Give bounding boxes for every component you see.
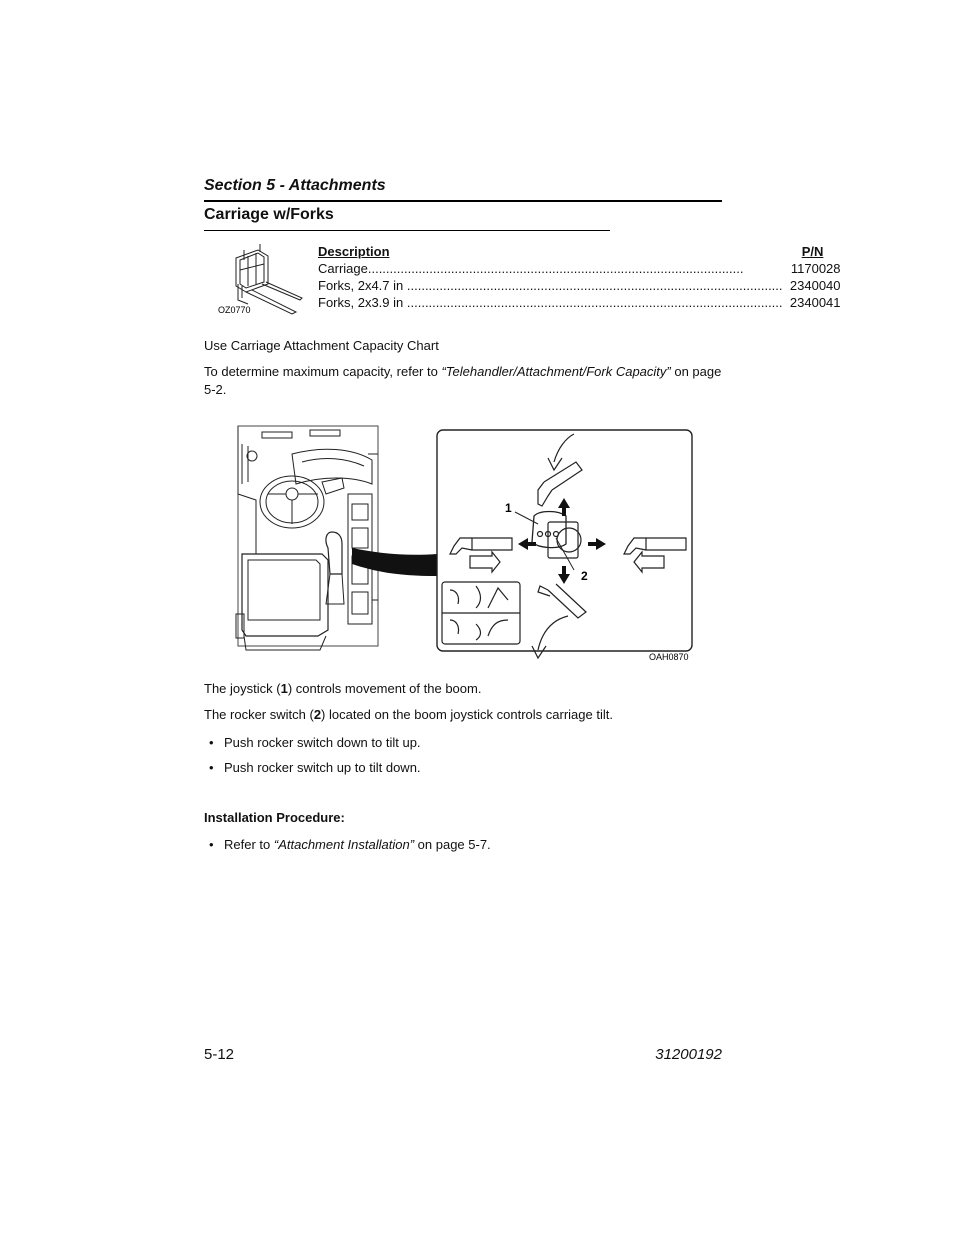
- capacity-chart-note: Use Carriage Attachment Capacity Chart: [204, 338, 439, 353]
- part-number: 1170028: [790, 261, 841, 276]
- part-description: Forks, 2x3.9 in: [318, 295, 404, 310]
- list-item: [209, 735, 421, 750]
- joystick-paragraph: [204, 680, 724, 698]
- joystick-text-suffix: ) controls movement of the boom.: [287, 681, 482, 696]
- callout-1-label: 1: [505, 501, 512, 515]
- reference-prefix: To determine maximum capacity, refer to: [204, 364, 442, 379]
- subsection-rule: [204, 230, 610, 231]
- bullet-text-prefix: Refer to: [224, 837, 274, 852]
- callout-2-label: 2: [581, 569, 588, 583]
- parts-figure-label: OZ0770: [218, 305, 251, 315]
- rocker-text-suffix: ) located on the boom joystick controls carriage tilt.: [321, 707, 613, 722]
- rocker-paragraph: [204, 706, 724, 724]
- pn-header: P/N: [801, 244, 824, 259]
- installation-reference-link: “Attachment Installation”: [273, 837, 415, 852]
- part-number: 2340041: [789, 295, 841, 310]
- leader-dots: ........................................................................................................: [406, 295, 783, 310]
- bullet-text: Push rocker switch down to tilt up.: [224, 735, 421, 750]
- joystick-callout-ref: 1: [280, 681, 288, 696]
- leader-dots: ........................................................................................................: [367, 261, 744, 276]
- leader-dots: ........................................................................................................: [406, 278, 783, 293]
- bullet-icon: •: [209, 760, 214, 775]
- table-row: [318, 276, 841, 293]
- installation-title: Installation Procedure:: [204, 810, 345, 825]
- header-rule: [204, 200, 722, 202]
- bullet-text-suffix: on page 5-7.: [414, 837, 491, 852]
- bullet-text: Push rocker switch up to tilt down.: [224, 760, 421, 775]
- list-item: [209, 837, 491, 852]
- joystick-figure-label: OAH0870: [649, 652, 689, 662]
- capacity-reference-link: “Telehandler/Attachment/Fork Capacity”: [441, 364, 671, 379]
- rocker-text-prefix: The rocker switch (: [204, 707, 314, 722]
- table-header-row: [318, 242, 841, 259]
- page-number: 5-12: [204, 1046, 235, 1063]
- reference-suffix: on page 5-2.: [204, 364, 722, 397]
- joystick-illustration: [232, 424, 694, 666]
- list-item: [209, 760, 421, 775]
- rocker-callout-ref: 2: [313, 707, 322, 722]
- part-number: 2340040: [789, 278, 841, 293]
- callout-band: [352, 548, 437, 576]
- parts-table: [318, 242, 841, 310]
- table-row: [318, 293, 841, 310]
- capacity-reference-paragraph: [204, 363, 724, 399]
- bullet-icon: •: [209, 735, 214, 750]
- part-description: Forks, 2x4.7 in: [318, 278, 404, 293]
- description-header: Description: [318, 244, 390, 259]
- part-description: Carriage: [318, 261, 368, 276]
- table-row: [318, 259, 841, 276]
- section-title: Section 5 - Attachments: [204, 177, 386, 194]
- document-number: 31200192: [655, 1046, 722, 1063]
- subsection-title: Carriage w/Forks: [204, 206, 334, 223]
- carriage-forks-illustration: [218, 240, 304, 320]
- joystick-text-prefix: The joystick (: [204, 681, 281, 696]
- bullet-icon: •: [209, 837, 214, 852]
